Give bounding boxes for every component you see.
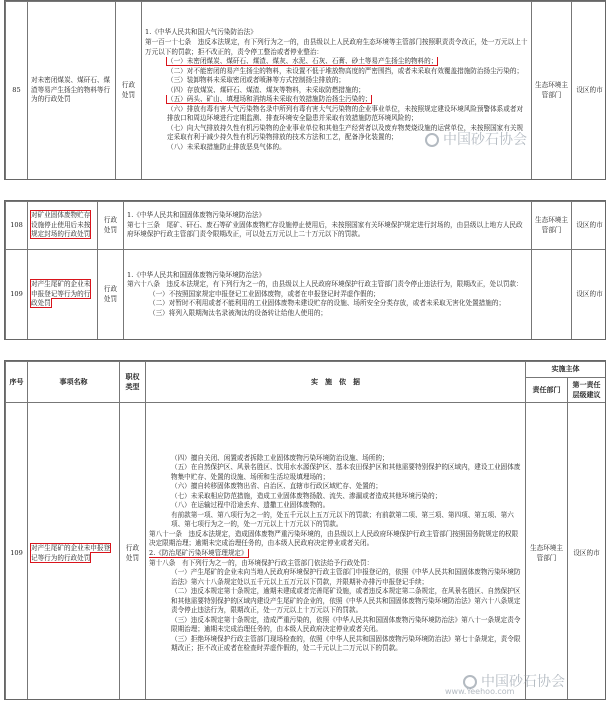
basis-line: （三）装卸物料未采取密闭或者喷淋等方式控制扬尘排放的； — [167, 76, 346, 85]
basis-line-highlighted: 2.《防治尾矿污染环境管理规定》 — [149, 549, 248, 557]
basis-line: （八）未采取措施防止排放恶臭气体的。 — [167, 143, 286, 151]
basis-cell — [142, 2, 532, 180]
responsibility-level: 设区的市 — [572, 202, 607, 250]
table-row — [6, 202, 607, 250]
responsible-dept: 生态环境主管部门 — [526, 403, 568, 700]
basis-cell — [124, 250, 532, 340]
basis-line: 有前款第一项、第八项行为之一的，处五千元以上五万元以下的罚款；有前款第二项、第三项、第四项、第五项、第六项、第七项行为之一的，处一万元以上十万元以下的罚款。 — [171, 510, 514, 529]
table-row — [6, 403, 606, 700]
basis-line: （七）向大气排放持久性有机污染物的企业事业单位和其他生产经营者以及废弃物焚烧设施的运营单位，未按照国家有关规定采取有利于减少持久性有机污染物排放的技术方法和工艺，配备净化装置的； — [167, 123, 524, 142]
basis-line: （五）在自然保护区、风景名胜区、饮用水水源保护区、基本农田保护区和其他需要特别保护的区域内，建设工业固体废物集中贮存、处置的设施、场所和生活垃圾填埋场的； — [171, 463, 521, 481]
basis-line: （二）违反本规定第十条规定，逾期未建成或者完善尾矿设施，或者违反本规定第二条规定，在风景名胜区、自然保护区和其他需要特别保护的区域内建设产生尾矿的企业的，依照《中华人民共和国固体废物污染环境防治法》第六十八条规定责令停止违法行为，限期改正，处一万元以上十万元以下的罚款。 — [171, 587, 521, 615]
basis-line: （一）产生尾矿的企业未向当地人民政府环境保护行政主管部门申报登记的，依照《中华人民共和国固体废物污染环境防治法》第六十八条规定处以五千元以上五万元以下罚款，并限期补办排污申报登记手续； — [171, 568, 521, 586]
power-type: 行政处罚 — [98, 250, 124, 340]
column-header-basis: 实 施 依 据 — [146, 362, 526, 403]
basis-line-highlighted: （一）未密闭煤炭、煤矸石、煤渣、煤灰、水泥、石灰、石膏、砂土等易产生扬尘的物料的； — [167, 57, 438, 66]
basis-line: （八）在运输过程中沿途丢弃、遗撒工业固体废物的。 — [171, 501, 330, 510]
table-panel-2 — [4, 200, 606, 340]
basis-line: 第十八条 有下列行为之一的，由环境保护行政主管部门依法给予行政处罚： — [149, 558, 374, 567]
basis-line: 第一百一十七条 违反本法规定，有下列行为之一的，由县级以上人民政府生态环境等主管部门按照职责责令改正，处一万元以上十万元以下的罚款；拒不改正的，责令停工整治或者停业整治： — [145, 37, 528, 56]
power-type: 行政处罚 — [120, 403, 146, 700]
basis-line: 第七十三条 尾矿、矸石、废石等矿业固体废物贮存设施停止使用后，未按照国家有关环境保护规定进行封场的，由县级以上地方人民政府环境保护行政主管部门责令限期改正，可以处五万元以上二十万元以下的罚款。 — [127, 220, 523, 239]
basis-line: （六）排放有毒有害大气污染物名录中所列有毒有害大气污染物的企业事业单位，未按照规定建设环境风险预警体系或者对排放口和周边环境进行定期监测、排查环境安全隐患并采取有效措施防范环境风险的； — [167, 104, 524, 123]
basis-cell — [124, 202, 532, 250]
basis-line-highlighted: （五）码头、矿山、填埋场和消纳场未采取有效措施防治扬尘污染的； — [167, 95, 372, 104]
row-number: 109 — [6, 250, 28, 340]
column-header-subject: 实施主体 — [526, 362, 606, 378]
basis-line: 第八十一条 违反本法规定，造成固体废物严重污染环境的，由县级以上人民政府环境保护行政主管部门按照国务院规定的权限决定限期治理；逾期未完成治理任务的，由本级人民政府决定停业或者关闭。 — [149, 529, 519, 548]
basis-line: 1.《中华人民共和国固体废物污染环境防治法》 — [127, 211, 266, 220]
table — [5, 361, 606, 700]
basis-line: 第六十八条 违反本法规定，有下列行为之一的，由县级以上人民政府环境保护行政主管部门责令停止违法行为，限期改正，处以罚款： — [127, 280, 523, 289]
basis-line: （三）违反本规定第十条规定，造成严重污染的，依照《中华人民共和国固体废物污染环境防治法》第八十一条规定责令限期治理；逾期未完成治理任务的，由本级人民政府决定停业或者关闭。 — [171, 615, 521, 634]
responsible-dept — [532, 250, 572, 340]
power-type: 行政处罚 — [98, 202, 124, 250]
column-header-level: 第一责任层级建议 — [568, 378, 606, 403]
basis-line: （七）未采取相应防范措施，造成工业固体废物扬散、流失、渗漏或者造成其他环境污染的； — [171, 491, 442, 500]
responsibility-level: 设区的市 — [572, 250, 607, 340]
item-name-highlighted: 对产生尾矿的企业未申报登记等行为的行政处罚 — [31, 280, 91, 308]
responsibility-level: 设区的市 — [572, 2, 607, 180]
basis-line: （二）对不能密闭的易产生扬尘的物料，未设置不低于堆放物高度的严密围挡，或者未采取有效覆盖措施防治扬尘污染的； — [167, 66, 524, 75]
row-number: 108 — [6, 202, 28, 250]
basis-line: （三）拒绝环境保护行政主管部门现场检查的，依照《中华人民共和国固体废物污染环境防治法》第七十条规定，责令限期改正；拒不改正或者在检查时弄虚作假的，处二千元以上二万元以下的罚款。 — [171, 634, 521, 653]
table-row — [6, 250, 607, 340]
watermark-url: www.Yeehoo.com — [445, 687, 515, 696]
row-number: 109 — [6, 403, 28, 700]
item-name-highlighted: 对产生尾矿的企业未申报登记等行为的行政处罚 — [31, 544, 111, 562]
watermark: 中国砂石协会 — [463, 671, 565, 691]
table — [5, 1, 606, 180]
column-header-dept: 责任部门 — [526, 378, 568, 403]
responsible-dept: 生态环境主管部门 — [532, 202, 572, 250]
watermark: 中国砂石协会 — [425, 129, 527, 149]
responsible-dept: 生态环境主管部门 — [532, 2, 572, 180]
basis-line: （四）存放煤炭、煤矸石、煤渣、煤灰等物料，未采取防燃措施的； — [167, 85, 365, 94]
basis-line: 1.《中华人民共和国固体废物污染环境防治法》 — [127, 270, 266, 279]
basis-line: （四）擅自关闭、闲置或者拆除工业固体废物污染环境防治设施、场所的； — [171, 453, 389, 462]
column-header-name: 事项名称 — [28, 362, 120, 403]
basis-line: （一）不按照国家规定申报登记工业固体废物，或者在申报登记时弄虚作假的； — [149, 289, 380, 298]
basis-line: 1.《中华人民共和国大气污染防治法》 — [145, 28, 257, 37]
responsibility-level: 设区的市 — [568, 403, 606, 700]
column-header-no: 序号 — [6, 362, 28, 403]
table-row — [6, 2, 607, 180]
table-panel-1 — [4, 0, 606, 180]
table-header-row — [6, 362, 606, 378]
basis-cell — [146, 403, 526, 700]
table-panel-3 — [4, 360, 606, 700]
basis-line: （三）将列入限期淘汰名录被淘汰的设备转让给他人使用的； — [149, 308, 328, 317]
table — [5, 201, 606, 340]
association-logo-icon — [425, 133, 439, 147]
basis-line: （六）擅自转移固体废物出省、自治区、直辖市行政区域贮存、处置的； — [171, 482, 382, 491]
power-type: 行政处罚 — [116, 2, 142, 180]
item-name: 对未密闭煤炭、煤矸石、煤渣等易产生扬尘的物料等行为的行政处罚 — [28, 2, 116, 180]
basis-line: （二）对暂时不利用或者不能利用的工业固体废物未建设贮存的设施、场所安全分类存放，或者未采取无害化处置措施的； — [149, 299, 506, 308]
row-number: 85 — [6, 2, 28, 180]
column-header-type: 职权类型 — [120, 362, 146, 403]
item-name-highlighted: 对矿业固体废物贮存设施停止使用后未按规定封场的行政处罚 — [31, 211, 91, 239]
